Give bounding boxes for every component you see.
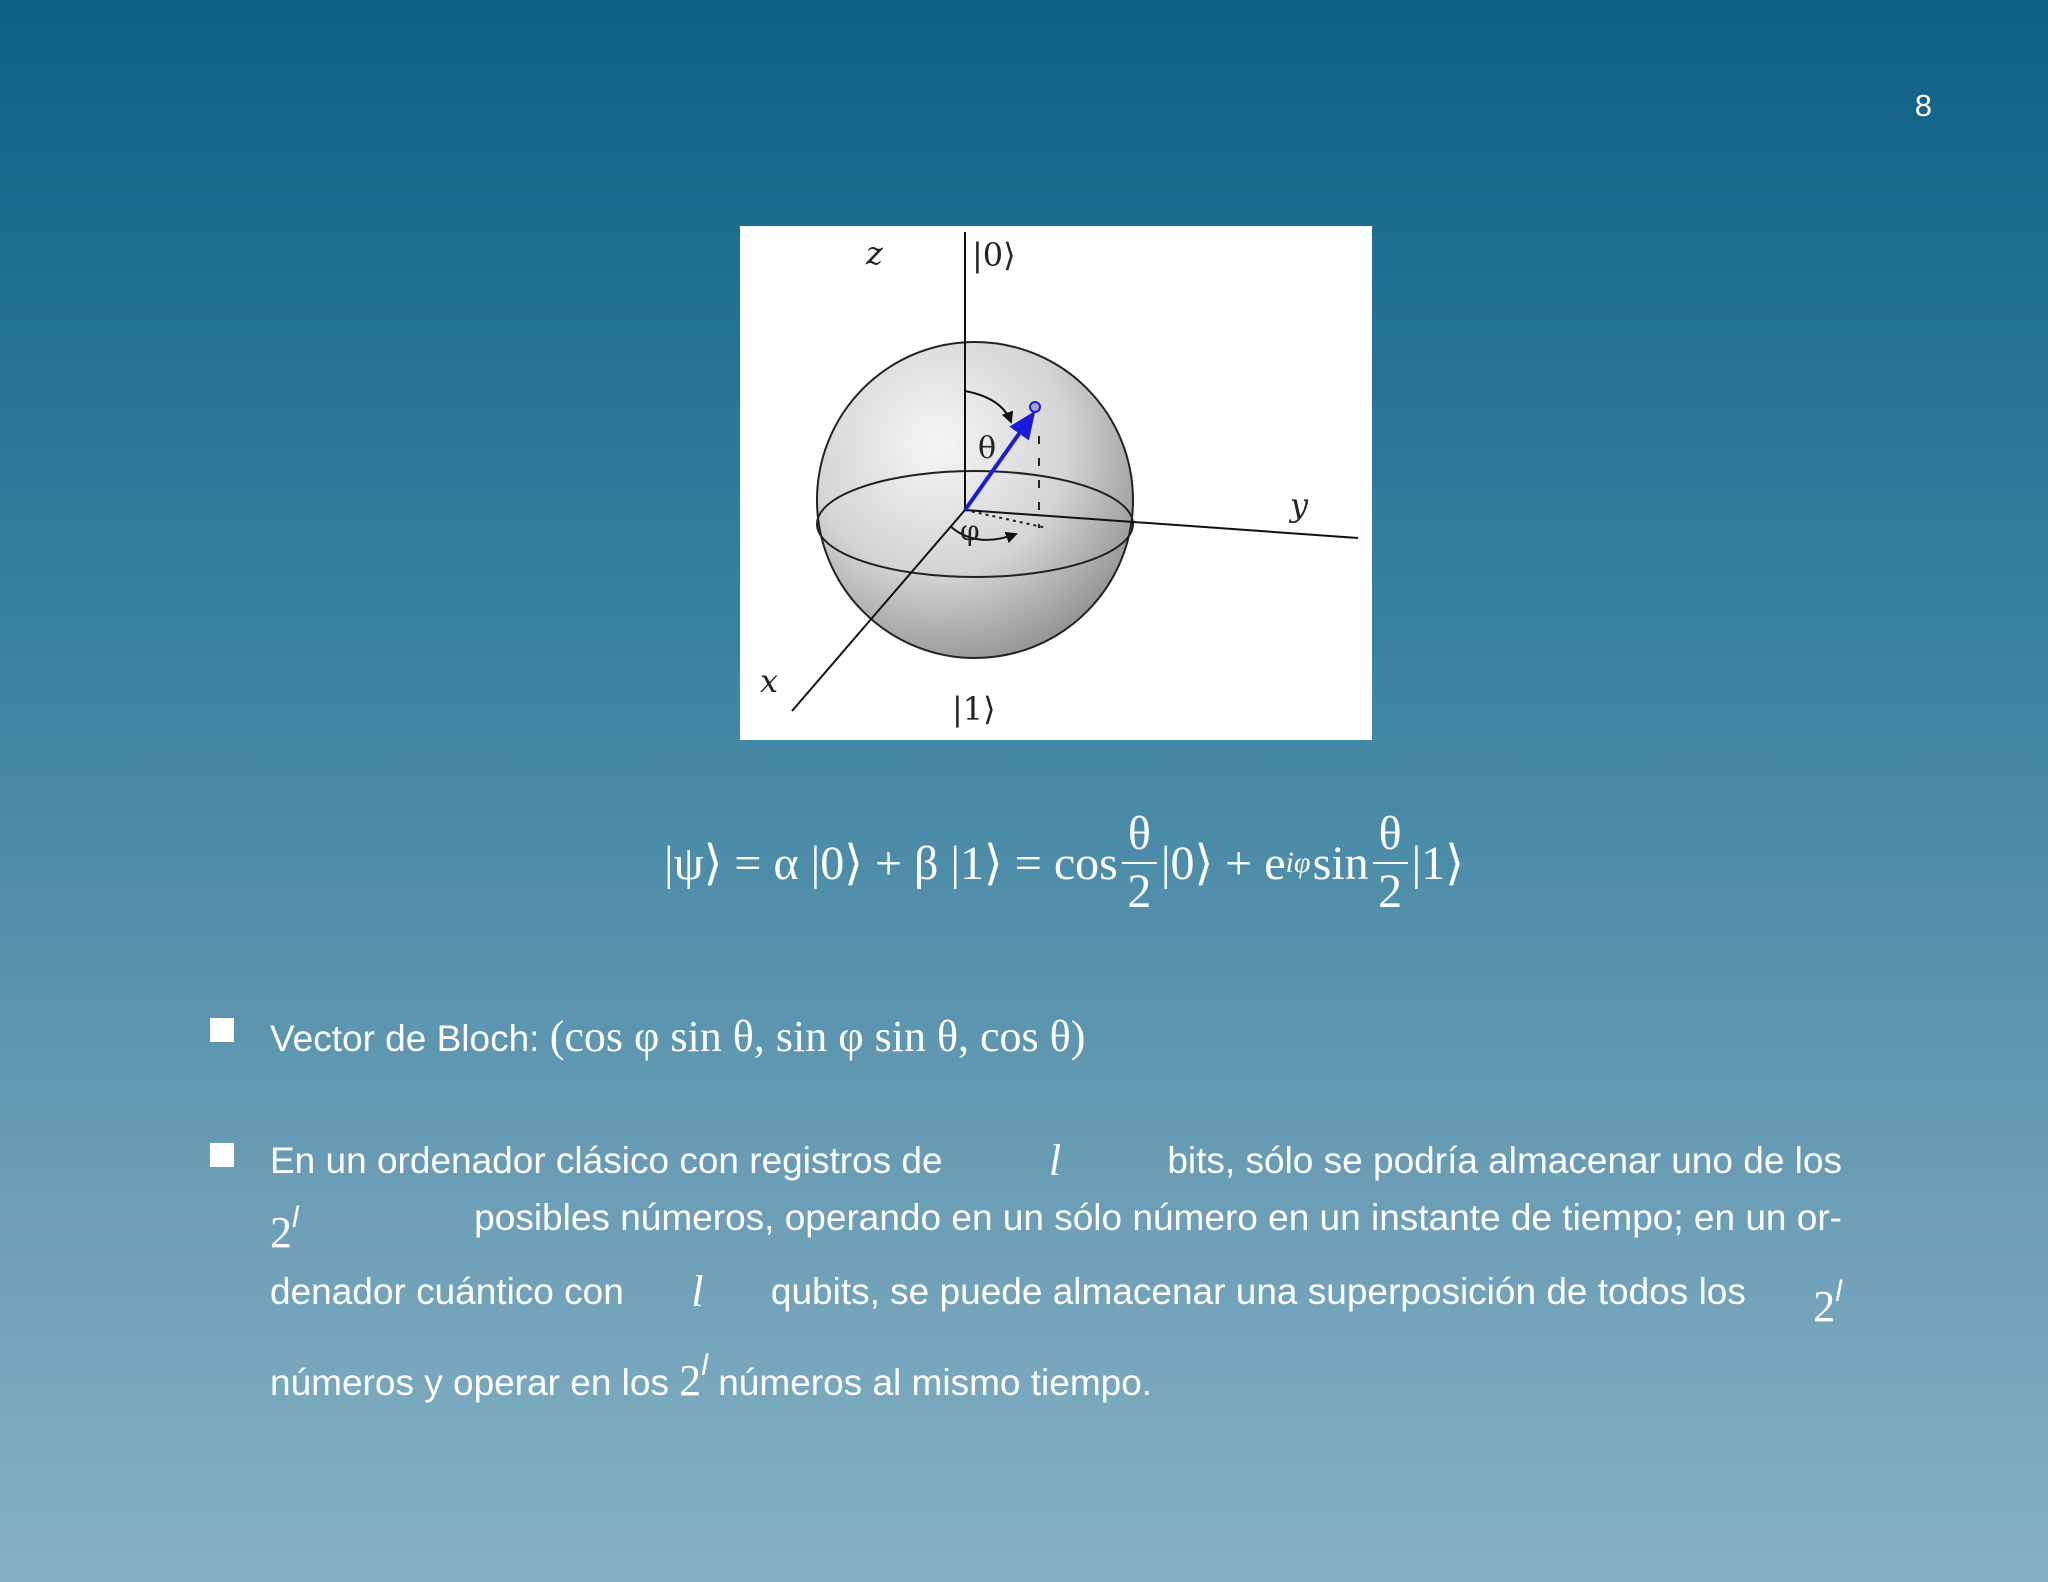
bloch-label: Vector de Bloch:: [270, 1018, 540, 1059]
math-exponent-l: l: [292, 1201, 299, 1234]
equation-lhs: |ψ⟩ = α |0⟩ + β |1⟩ = cos: [664, 837, 1118, 890]
fraction-numerator: θ: [1373, 810, 1408, 864]
paragraph-line-1: [270, 1132, 1842, 1189]
bloch-sphere-diagram: [740, 226, 1372, 740]
bullet-classic-vs-quantum: [270, 1132, 1842, 1411]
paragraph-line-4: [270, 1337, 1842, 1411]
z-axis-label: z: [866, 234, 883, 272]
math-exponent-l: l: [1835, 1275, 1842, 1308]
page-number: 8: [1914, 88, 1932, 123]
math-var-l: l: [1048, 1136, 1062, 1185]
fraction-numerator: θ: [1122, 810, 1157, 864]
x-axis-label: x: [760, 662, 779, 700]
bloch-sphere-figure: [740, 226, 1372, 740]
fraction-denominator: 2: [1127, 865, 1152, 918]
y-axis-label: y: [1290, 486, 1309, 524]
math-exponent-l: l: [701, 1349, 708, 1382]
equation-mid: |0⟩ + e: [1160, 837, 1286, 890]
text-run: números y operar en los: [270, 1362, 669, 1403]
text-run: denador cuántico con: [270, 1271, 624, 1312]
math-two: 2: [1813, 1282, 1836, 1331]
ket-zero-label: |0⟩: [972, 236, 1016, 274]
paragraph-line-2: [270, 1189, 1842, 1263]
paragraph-line-3: [270, 1263, 1842, 1337]
sphere: [817, 342, 1133, 658]
math-var-l: l: [691, 1267, 704, 1316]
text-run: En un ordenador clásico con registros de: [270, 1140, 943, 1181]
exponent: iφ: [1285, 846, 1311, 879]
bullet-marker: [210, 1018, 234, 1042]
bullet-marker: [210, 1143, 234, 1167]
math-two: 2: [270, 1208, 292, 1257]
text-run: qubits, se puede almacenar una superposición de todos los: [770, 1271, 1746, 1312]
text-run: números al mismo tiempo.: [718, 1362, 1153, 1403]
theta-label: θ: [978, 431, 997, 466]
state-point: [1030, 402, 1040, 412]
ket-one-label: |1⟩: [952, 690, 996, 728]
text-run: bits, sólo se podría almacenar uno de los: [1167, 1140, 1842, 1181]
bloch-formula: (cos φ sin θ, sin φ sin θ, cos θ): [549, 1012, 1086, 1061]
bullet-bloch-vector: [270, 1008, 1170, 1067]
fraction-theta-half-2: [1373, 807, 1408, 918]
equation-sin: sin: [1312, 836, 1369, 890]
math-two: 2: [679, 1356, 702, 1405]
text-run: posibles números, operando en un sólo número en un instante de tiempo; en un or-: [474, 1197, 1842, 1238]
fraction-theta-half-1: [1122, 807, 1157, 918]
phi-label: φ: [960, 514, 980, 547]
equation-end: |1⟩: [1411, 837, 1464, 890]
fraction-denominator: 2: [1378, 865, 1403, 918]
state-equation: [664, 808, 1464, 918]
